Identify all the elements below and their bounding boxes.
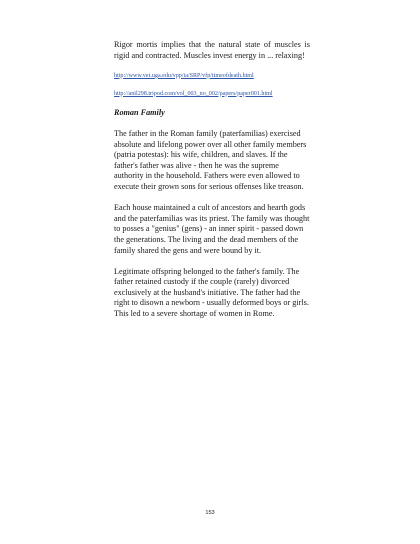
- page-number: 153: [205, 510, 215, 516]
- paragraph-legitimate-offspring: Legitimate offspring belonged to the father's family. The father retained custody if the couple (rarely) divorced exclusively at the husband's initiative. The father had the right to disown a newborn - usually deformed boys or girls. This led to a severe shortage of women in Rome.: [114, 266, 309, 319]
- paragraph-ancestor-cult: Each house maintained a cult of ancestors and hearth gods and the paterfamilias was its priest. The family was thought to posses a "genius" (gens) - an inner spirit - passed down the generations. The living and the dead members of the family shared the gens and were bound by it.: [114, 203, 310, 255]
- paragraph-paterfamilias: The father in the Roman family (paterfamilias) exercised absolute and lifelong power over all other family members (patria potestas): his wife, children, and slaves. If the father's father was alive - then he was the supreme authority in the household. Fathers were even allowed to execute their grown sons for serious offenses like treason.: [114, 128, 307, 191]
- section-heading: Roman Family: [114, 107, 165, 117]
- reference-link-1[interactable]: http://www.vet.uga.edu/vpp/ia/SRP/vfp/timeofdeath.html: [114, 72, 254, 79]
- page-content: [114, 40, 310, 330]
- reference-link-2[interactable]: http://anil298.tripod.com/vol_003_no_002/papers/paper001.html: [114, 90, 273, 97]
- intro-paragraph: Rigor mortis implies that the natural state of muscles is rigid and contracted. Muscles invest energy in ... relaxing!: [114, 40, 310, 60]
